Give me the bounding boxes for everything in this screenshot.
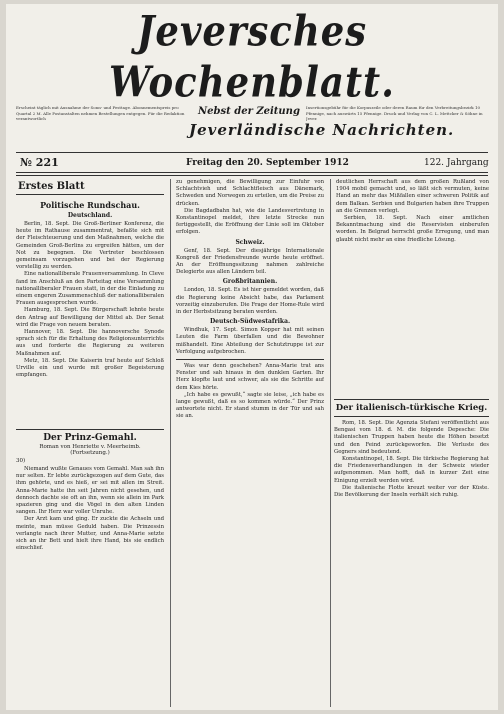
feuilleton-paragraph: Niemand wußte Genaues vom Gemahl. Man sah ihn nur selten. Er lebte zurückgezogen auf dem Gute, das ihm gehörte, und es hieß, er sei mit allen im Streit. Anna-Marie hatte ihn seit Jahren nicht gesehen, und dennoch dachte sie oft an ihn, wenn sie allein im Park spazieren ging und die Vögel in den alten Linden sangen. Ihr Herz war voller Unruhe. (16, 466, 164, 516)
article-paragraph: Genf, 18. Sept. Der diesjährige Internationale Kongreß der Friedensfreunde wurde heute eröffnet. An der Eröffnungssitzung nahmen zahlreiche Delegierte aus allen Ländern teil. (176, 247, 324, 276)
article-paragraph: Hamburg, 18. Sept. Die Bürgerschaft lehnte heute den Antrag auf Bewilligung der Mittel ab. Der Senat wird die Frage von neuem beraten. (16, 307, 164, 328)
feuilleton-title: Der Prinz-Gemahl. (43, 433, 137, 443)
column-middle (176, 179, 324, 709)
article-paragraph: Windhuk, 17. Sept. Simon Kopper hat mit seinen Leuten die Farm überfallen und die Bewohner mißhandelt. Eine Abteilung der Schutztruppe ist zur Verfolgung aufgebrochen. (176, 327, 324, 355)
issue-number: № 221 (20, 156, 59, 169)
section-label: Erstes Blatt (16, 179, 164, 195)
war-heading: Der italienisch-türkische Krieg. (334, 399, 489, 417)
article-paragraph: Die italienische Flotte kreuzt weiter vor der Küste. Die Bevölkerung der Inseln verhält sich ruhig. (334, 484, 489, 499)
article-paragraph: Rom, 18. Sept. Die Agenzia Stefani veröffentlicht aus Bengasi vom 18. d. M. die folgende Depesche: Die italienischen Truppen haben heute die Höhen besetzt und den Feind zurückgeworfen. Die Verluste des Gegners sind bedeutend. (334, 420, 489, 455)
year-label: 122. Jahrgang (424, 158, 489, 168)
article-paragraph: London, 18. Sept. Es ist hier gemeldet worden, daß die Regierung keine Absicht habe, das Parlament vorzeitig einzuberufen. Die Frage der Home-Rule wird in der Herbstsitzung beraten werden. (176, 287, 324, 316)
column-left (16, 179, 164, 423)
article-paragraph: Eine nationalliberale Frauenversammlung. In Cleve fand im Anschluß an den Parteitag eine Versammlung nationalliberaler Frauen statt, in der die Einladung zu einem engeren Zusammenschluß der nationalliberalen Frauen ausgesprochen wurde. (16, 271, 164, 307)
column-separator (330, 179, 331, 707)
germany-heading: Deutschland. (67, 212, 113, 219)
feuilleton (16, 426, 164, 552)
feuilleton-number: 30) (16, 458, 26, 464)
info-rule-bottom (16, 175, 488, 176)
switzerland-heading: Schweiz. (235, 238, 265, 246)
feuilleton-rule (16, 429, 164, 430)
article-paragraph: Metz, 18. Sept. Die Kaiserin traf heute auf Schloß Urville ein und wurde mit großer Begeisterung empfangen. (16, 357, 164, 379)
feuilleton-paragraph: Der Arzt kam und ging. Er zuckte die Achseln und meinte, man müsse Geduld haben. Die Prinzessin verlangte nach ihrer Mutter, und Anna-Marie setzte sich an ihr Bett und hielt ihre Hand, bis sie endlich einschlief. (16, 516, 164, 552)
subtitle: Jeverländische Nachrichten. (189, 121, 455, 139)
southwest-africa-heading: Deutsch-Südwestafrika. (209, 318, 291, 326)
column-right (336, 179, 489, 394)
issue-date: Freitag den 20. September 1912 (186, 158, 349, 168)
article-paragraph: Berlin, 18. Sept. Die Groß-Berliner Konferenz, die heute im Rathause zusammentrat, befaßte sich mit der Fleischteuerung und den Maßnahmen, welche die Gemeinden Groß-Berlins zu ergreifen hätten, um der Not zu begegnen. Die Vertreter beschlossen gemeinsam vorzugehen und bei der Regierung vorstellig zu werden. (16, 221, 164, 271)
feuilleton-author: Roman von Henriette v. Meerheimb. (39, 444, 141, 450)
feuilleton-paragraph: Was war denn geschehen? Anna-Marie trat ans Fenster und sah hinaus in den dunklen Garten. Ihr Herz klopfte laut und schwer, als sie die Schritte auf dem Kies hörte. (176, 363, 324, 391)
feuilleton-paragraph: „Ich habe es gewußt,“ sagte sie leise, „ich habe es lange gewußt, daß es so kommen würde.“ Der Prinz antwortete nicht. Er stand stumm in der Tür und sah sie an. (176, 391, 324, 420)
top-rule (16, 152, 488, 153)
article-paragraph: zu genehmigen, die Bewilligung zur Einfuhr von Schlachtvieh und Schlachtfleisch aus Dänemark, Schweden und Norwegen zu erteilen, um die Preise zu drücken. (176, 179, 324, 207)
britain-heading: Großbritannien. (222, 278, 278, 286)
subscription-note: Erscheint täglich mit Ausnahme der Sonn- und Festtage. Abonnementspreis pro Quartal 2 M. Alle Postanstalten nehmen Bestellungen entgegen. Für die Redaktion verantwortlich (16, 105, 185, 121)
article-paragraph: Hannover, 18. Sept. Die hannoversche Synode sprach sich für die Erhaltung des Religionsunterrichts aus und forderte die Regierung zu weiteren Maßnahmen auf. (16, 329, 164, 357)
insertion-note: Insertionsgebühr für die Korpuszeile oder deren Raum für den Verbreitungsbezirk 10 Pfennige, nach auswärts 15 Pfennige. Druck und Verlag von C. L. Mettcker & Söhne in Jever. (306, 105, 483, 121)
info-rule-top (16, 172, 488, 173)
divider (176, 359, 324, 360)
article-paragraph: Serbien, 18. Sept. Nach einer amtlichen Bekanntmachung sind die Reservisten einberufen worden. In Belgrad herrscht große Erregung, und man glaubt nicht mehr an eine friedliche Lösung. (336, 215, 489, 243)
feuilleton-continued: (Fortsetzung.) (70, 450, 110, 456)
newspaper-page (6, 4, 498, 710)
article-paragraph: deutlichen Herrschaft aus dem großen Rußland von 1904 mobil gemacht und, so läßt sich vermuten, keine Hand an mehr das Mißfallen einer schweren Politik auf dem Balkan. Serbien und Bulgarien haben ihre Truppen an die Grenzen verlegt. (336, 179, 489, 214)
article-paragraph: Die Bagdadbahn hat, wie die Landesvertretung in Konstantinopel meldet, ihre letzte Strecke nun fertiggestellt, die Eröffnung der Linie soll im Oktober erfolgen. (176, 207, 324, 236)
column-separator (170, 179, 171, 707)
article-paragraph: Konstantinopel, 18. Sept. Die türkische Regierung hat die Friedensverhandlungen in der Schweiz wieder aufgenommen. Man hofft, daß in kurzer Zeit eine Einigung erzielt werden wird. (334, 456, 489, 484)
war-section (334, 399, 489, 499)
nebst-label: Nebst der Zeitung (198, 106, 300, 117)
politics-heading: Politische Rundschau. (40, 200, 140, 210)
masthead: Jeversches Wochenblatt. (108, 5, 396, 107)
